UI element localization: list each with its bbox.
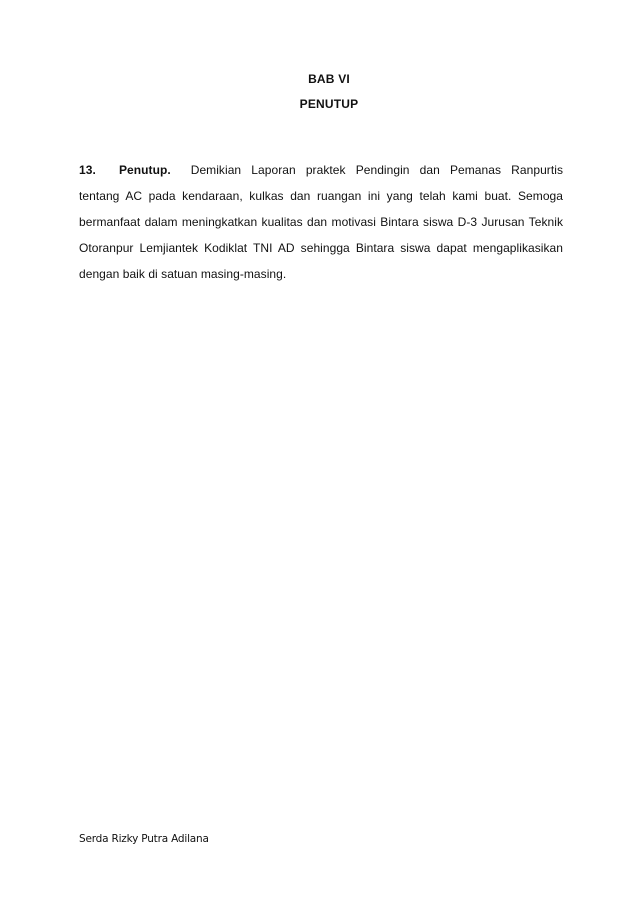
closing-paragraph	[79, 157, 563, 287]
closing-section	[79, 157, 563, 287]
footer-author: Serda Rizky Putra Adilana	[79, 833, 209, 845]
chapter-number: BAB VI	[308, 72, 350, 86]
section-number: 13.	[79, 163, 96, 177]
section-body-text: Demikian Laporan praktek Pendingin dan Pemanas Ranpurtis tentang AC pada kendaraan, kulkas dan ruangan ini yang telah kami buat. Semoga bermanfaat dalam meningkatkan kualitas dan motivasi Bintara siswa D-3 Jurusan Teknik Otoranpur Lemjiantek Kodiklat TNI AD sehingga Bintara siswa dapat mengaplikasikan dengan baik di satuan masing-masing.	[79, 163, 563, 281]
chapter-heading	[0, 72, 638, 111]
chapter-title: PENUTUP	[299, 97, 359, 111]
section-heading: Penutup.	[119, 163, 171, 177]
